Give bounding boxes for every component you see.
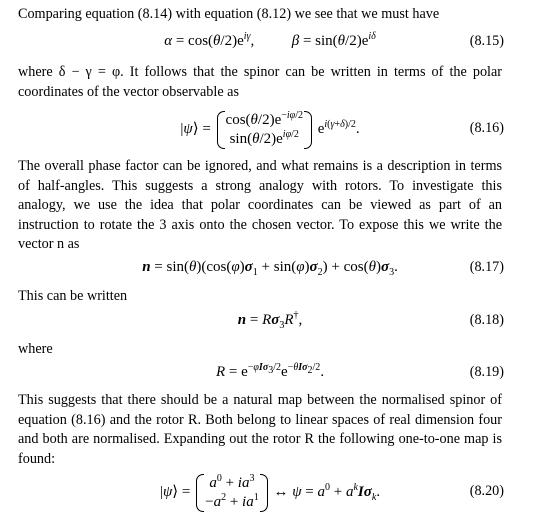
- equation-number: (8.17): [469, 259, 504, 275]
- equation-8-19: [0, 364, 540, 388]
- equation-8-16-body: |ψ⟩ = $\cos(\theta/2)e^{-i\varphi/2}$ $\sin(\theta/2)e^{i\varphi/2}$ $e^{i(\gamma+\delta)/2}$.: [180, 109, 360, 147]
- equation-number: (8.20): [469, 483, 504, 499]
- equation-8-18: [0, 312, 540, 336]
- paragraph-intro: Comparing equation (8.14) with equation (8.12) we see that we must have: [18, 6, 440, 22]
- equation-8-17: [0, 259, 540, 283]
- equation-number: (8.15): [469, 33, 504, 49]
- paragraph-rotors: The overall phase factor can be ignored, and what remains is a description in terms of half-angles. This suggests a strong analogy with rotors. To investigate this analogy, we use the idea that polar coordinates can be viewed as part of an instruction to rotate the 3 axis onto the chosen vector. To expose this we write the vector n as: [18, 158, 502, 252]
- equation-8-18-body: $n = R\sigma_3R^\dagger$,: [237, 310, 303, 331]
- equation-8-19-body: $R = e^{-\varphi I\sigma_3/2}e^{-\theta I\sigma_2/2}$.: [215, 362, 325, 380]
- equation-8-15: [0, 33, 540, 57]
- equation-8-20-body: |ψ⟩ = $a^0 + ia^3$ $-a^2 + ia^1$ ↔ $\psi = a^0 + a^kI\sigma_k$.: [159, 472, 381, 510]
- equation-number: (8.18): [469, 312, 504, 328]
- spinor-matrix: $\cos(\theta/2)e^{-i\varphi/2}$ $\sin(\theta/2)e^{i\varphi/2}$: [217, 111, 312, 149]
- paragraph-written: This can be written: [18, 288, 128, 304]
- paragraph-where: where: [18, 341, 53, 357]
- equation-8-17-body: $n = \sin(\theta)(\cos(\varphi)\sigma_1 + \sin(\varphi)\sigma_2) + \cos(\theta)\sigma_3$.: [142, 259, 398, 278]
- spinor-component-matrix: $a^0 + ia^3$ $-a^2 + ia^1$: [196, 474, 268, 512]
- equation-8-20: [0, 469, 540, 515]
- paragraph-map: This suggests that there should be a natural map between the normalised spinor of equation (8.16) and the rotor R. Both belong to linear spaces of real dimension four and both are normalised. Expanding out the rotor R the following one-to-one map is found:: [18, 392, 502, 467]
- equation-8-15-body: $\alpha = \cos(\theta/2)e^{i\gamma}$, $\beta = \sin(\theta/2)e^{i\delta}$: [164, 31, 376, 49]
- paragraph-spinor: where δ − γ = φ. It follows that the spinor can be written in terms of the polar coordinates of the vector observable as: [18, 64, 502, 100]
- equation-number: (8.19): [469, 364, 504, 380]
- equation-8-16: [0, 106, 540, 152]
- equation-number: (8.16): [469, 120, 504, 136]
